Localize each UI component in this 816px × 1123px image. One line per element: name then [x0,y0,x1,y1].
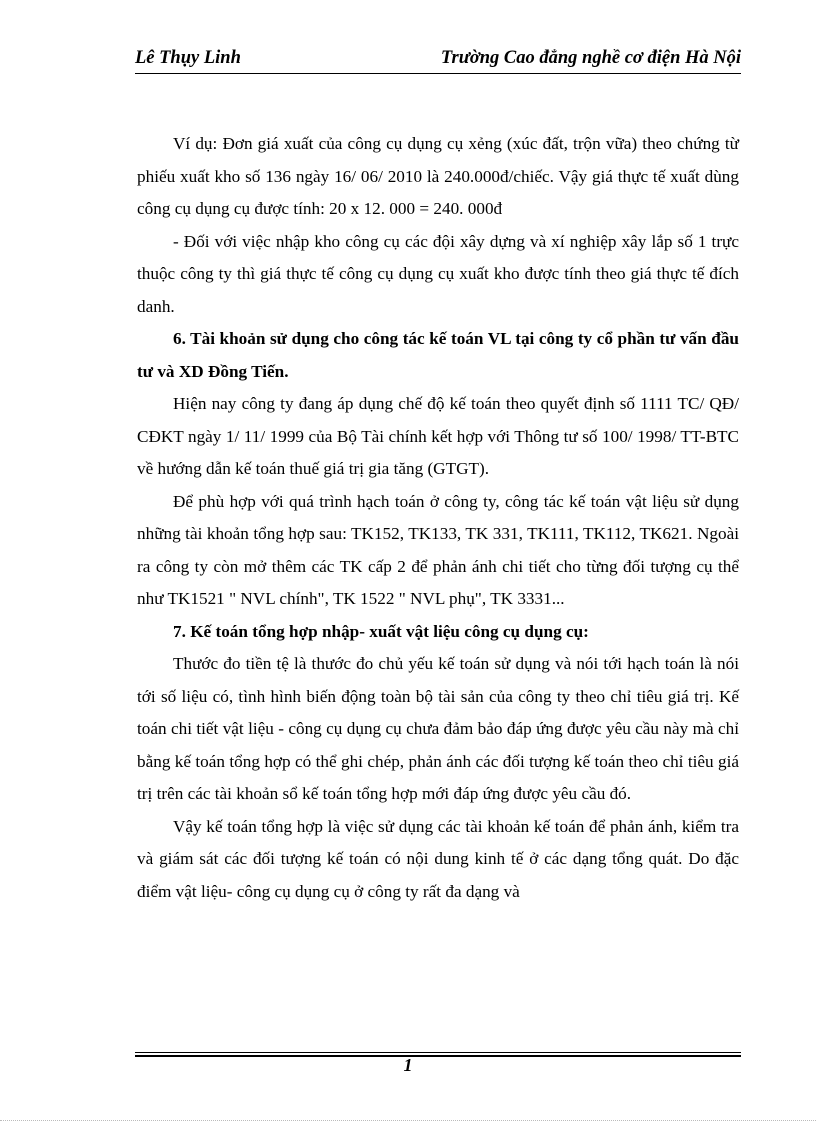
page-header [135,46,741,74]
paragraph-import-note: - Đối với việc nhập kho công cụ các đội xây dựng và xí nghiệp xây lắp số 1 trực thuộc công ty thì giá thực tế công cụ dụng cụ xuất kho được tính theo giá thực tế đích danh. [137,231,739,316]
page-bottom-border [0,1120,816,1121]
paragraph-summary: Vậy kế toán tổng hợp là việc sử dụng các tài khoản kế toán để phản ánh, kiểm tra và giám sát các đối tượng kế toán có nội dung kinh tế ở các dạng tổng quát. Do đặc điểm vật liệu- công cụ dụng cụ ở công ty rất đa dạng và [137,816,739,901]
section-heading-6: 6. Tài khoản sử dụng cho công tác kế toán VL tại công ty cổ phần tư vấn đầu tư và XD Đồng Tiến. [137,329,739,381]
paragraph-measure: Thước đo tiền tệ là thước đo chủ yếu kế toán sử dụng và nói tới hạch toán là nói tới số liệu có, tình hình biến động toàn bộ tài sản của công ty theo chỉ tiêu giá trị. Kế toán chi tiết vật liệu - công cụ dụng cụ chưa đảm bảo đáp ứng được yêu cầu này mà chỉ bằng kế toán tổng hợp có thể ghi chép, phản ánh các đối tượng kế toán theo chỉ tiêu giá trị trên các tài khoản sổ kế toán tổng hợp mới đáp ứng được yêu cầu đó. [137,654,739,803]
document-body [137,128,739,908]
paragraph-regulation: Hiện nay công ty đang áp dụng chế độ kế toán theo quyết định số 1111 TC/ QĐ/ CĐKT ngày 1/ 11/ 1999 của Bộ Tài chính kết hợp với Thông tư số 100/ 1998/ TT-BTC về hướng dẫn kế toán thuế giá trị gia tăng (GTGT). [137,394,739,478]
page-number: 1 [403,1055,413,1075]
footer-divider-thin [135,1052,741,1053]
section-heading-7: 7. Kế toán tổng hợp nhập- xuất vật liệu công cụ dụng cụ: [173,621,589,641]
header-school: Trường Cao đẳng nghề cơ điện Hà Nội [440,48,741,68]
header-author: Lê Thụy Linh [135,48,241,68]
paragraph-accounts: Để phù hợp với quá trình hạch toán ở công ty, công tác kế toán vật liệu sử dụng những tài khoản tổng hợp sau: TK152, TK133, TK 331, TK111, TK112, TK621. Ngoài ra công ty còn mở thêm các TK cấp 2 để phản ánh chi tiết cho từng đối tượng cụ thể như TK1521 " NVL chính", TK 1522 " NVL phụ", TK 3331... [137,491,739,608]
paragraph-example: Ví dụ: Đơn giá xuất của công cụ dụng cụ xẻng (xúc đất, trộn vữa) theo chứng từ phiếu xuất kho số 136 ngày 16/ 06/ 2010 là 240.000đ/chiếc. Vậy giá thực tế xuất dùng công cụ dụng cụ được tính: 20 x 12. 000 = 240. 000đ [137,134,739,218]
header-divider [135,73,741,74]
